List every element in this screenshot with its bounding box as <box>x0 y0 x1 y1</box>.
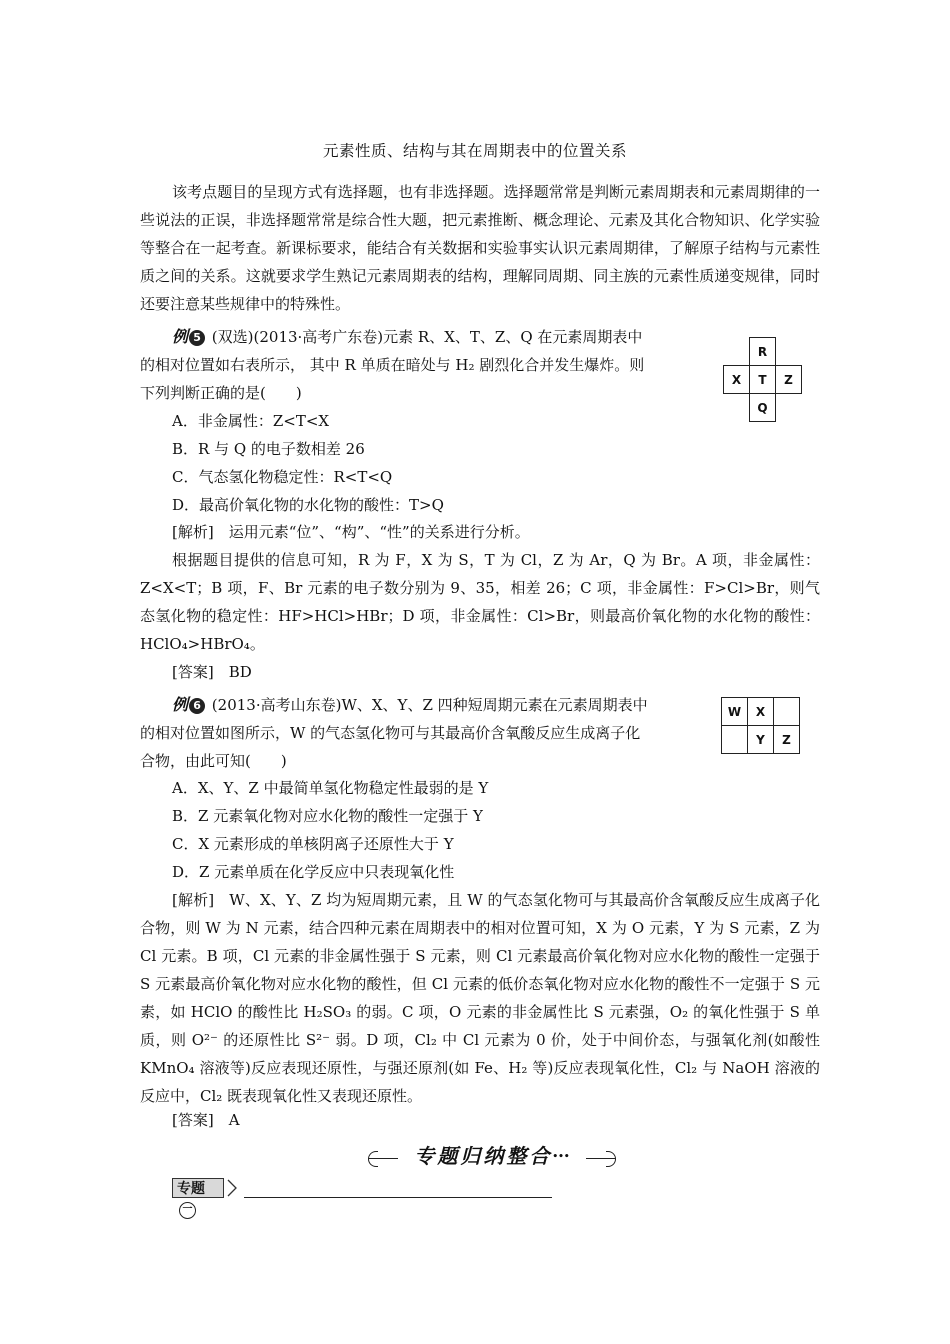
example6-stem-line1 <box>172 691 648 719</box>
example5-option-c: C．气态氢化物稳定性：R<T<Q <box>172 468 393 486</box>
intro-paragraph: 该考点题目的呈现方式有选择题，也有非选择题。选择题常常是判断元素周期表和元素周期律的一些说法的正误，非选择题常常是综合性大题，把元素推断、概念理论、元素及其化合物知识、化学实验等整合在一起考查。新课标要求，能结合有关数据和实验事实认识元素周期律，了解原子结构与元素性质之间的关系。这就要求学生熟记元素周期表的结构，理解同周期、同主族的元素性质递变规律，同时还要注意某些规律中的特殊性。 <box>140 183 820 313</box>
example5-analysis-head: [解析] 运用元素“位”、“构”、“性”的关系进行分析。 <box>172 523 530 541</box>
cell-Z: Z <box>776 366 802 394</box>
cell-Y: Y <box>748 726 774 754</box>
example-badge: 例 5 <box>172 323 205 351</box>
example6-stem-line2: 的相对位置如图所示，W 的气态氢化物可与其最高价含氧酸反应生成离子化 <box>140 724 641 742</box>
example5-option-b: B．R 与 Q 的电子数相差 26 <box>172 440 365 458</box>
cell-X: X <box>748 698 774 726</box>
cell-W: W <box>722 698 748 726</box>
example5-stem-line3: 下列判断正确的是( ) <box>140 384 302 402</box>
example5-answer: [答案] BD <box>172 663 252 681</box>
example5-option-a: A．非金属性：Z<T<X <box>172 412 330 430</box>
example-badge: 例 6 <box>172 691 205 719</box>
cell-T: T <box>750 366 776 394</box>
example5-stem-line1 <box>172 323 642 351</box>
banner-title: 专题归纳整合 <box>414 1144 553 1168</box>
example6-option-b: B．Z 元素氧化物对应水化物的酸性一定强于 Y <box>172 807 483 825</box>
page-title: 元素性质、结构与其在周期表中的位置关系 <box>322 142 627 160</box>
example5-analysis: 根据题目提供的信息可知，R 为 F，X 为 S，T 为 Cl，Z 为 Ar，Q 为 Br。A 项，非金属性：Z<X<T；B 项，F、Br 元素的电子数分别为 9、35，相差 26；C 项，非金属性：F>Cl>Br，则气态氢化物的稳定性：HF>HCl>HBr；D 项，非金属性：Cl>Br，则最高价氧化物的水化物的酸性：HClO₄>HBrO₄。 <box>140 551 820 653</box>
topic-underline <box>244 1197 552 1198</box>
example5-stem-line2: 的相对位置如右表所示， 其中 R 单质在暗处与 H₂ 剧烈化合并发生爆炸。则 <box>140 356 645 374</box>
example6-option-d: D．Z 元素单质在化学反应中只表现氧化性 <box>172 863 455 881</box>
chevron-right-icon <box>226 1179 238 1197</box>
topic-label: 专题 <box>177 1181 205 1197</box>
example6-stem-text1: (2013·高考山东卷)W、X、Y、Z 四种短周期元素在元素周期表中 <box>211 696 648 714</box>
example6-analysis: [解析] W、X、Y、Z 均为短周期元素，且 W 的气态氢化物可与其最高价含氧酸反应生成离子化合物，则 W 为 N 元素，结合四种元素在周期表中的相对位置可知，X 为 O 元素，Y 为 S 元素，Z 为 Cl 元素。B 项，Cl 元素的非金属性强于 S 元素，则 Cl 元素最高价氧化物对应水化物的酸性一定强于 S 元素最高价氧化物对应水化物的酸性，但 Cl 元素的低价态氧化物对应水化物的酸性不一定强于 S 元素，如 HClO 的酸性比 H₂SO₃ 的弱。C 项，O 元素的非金属性比 S 元素强，O₂ 的氧化性强于 S 单质，则 O²⁻ 的还原性比 S²⁻ 弱。D 项，Cl₂ 中 Cl 元素为 0 价，处于中间价态，与强氧化剂(如酸性 KMnO₄ 溶液等)反应表现还原性，与强还原剂(如 Fe、H₂ 等)反应表现氧化性，Cl₂ 与 NaOH 溶液的反应中，Cl₂ 既表现氧化性又表现还原性。 <box>140 891 820 1105</box>
topic-number: 一 <box>179 1202 196 1219</box>
cell-R: R <box>750 338 776 366</box>
example6-option-c: C．X 元素形成的单核阴离子还原性大于 Y <box>172 835 454 853</box>
example5-periodic-table <box>723 337 802 422</box>
example6-stem-line3: 合物，由此可知( ) <box>140 752 287 770</box>
cell-X: X <box>724 366 750 394</box>
example6-periodic-table <box>721 697 800 754</box>
example6-option-a: A．X、Y、Z 中最简单氢化物稳定性最弱的是 Y <box>172 779 489 797</box>
cell-empty <box>722 726 748 754</box>
example5-stem-text1: (双选)(2013·高考广东卷)元素 R、X、T、Z、Q 在元素周期表中 <box>211 328 643 346</box>
section-banner <box>368 1138 616 1172</box>
banner-dots: ••• <box>552 1152 570 1162</box>
cell-Q: Q <box>750 394 776 422</box>
cell-Z: Z <box>774 726 800 754</box>
example6-answer: [答案] A <box>172 1111 240 1129</box>
cell-empty <box>774 698 800 726</box>
example5-option-d: D．最高价氧化物的水化物的酸性：T>Q <box>172 496 444 514</box>
